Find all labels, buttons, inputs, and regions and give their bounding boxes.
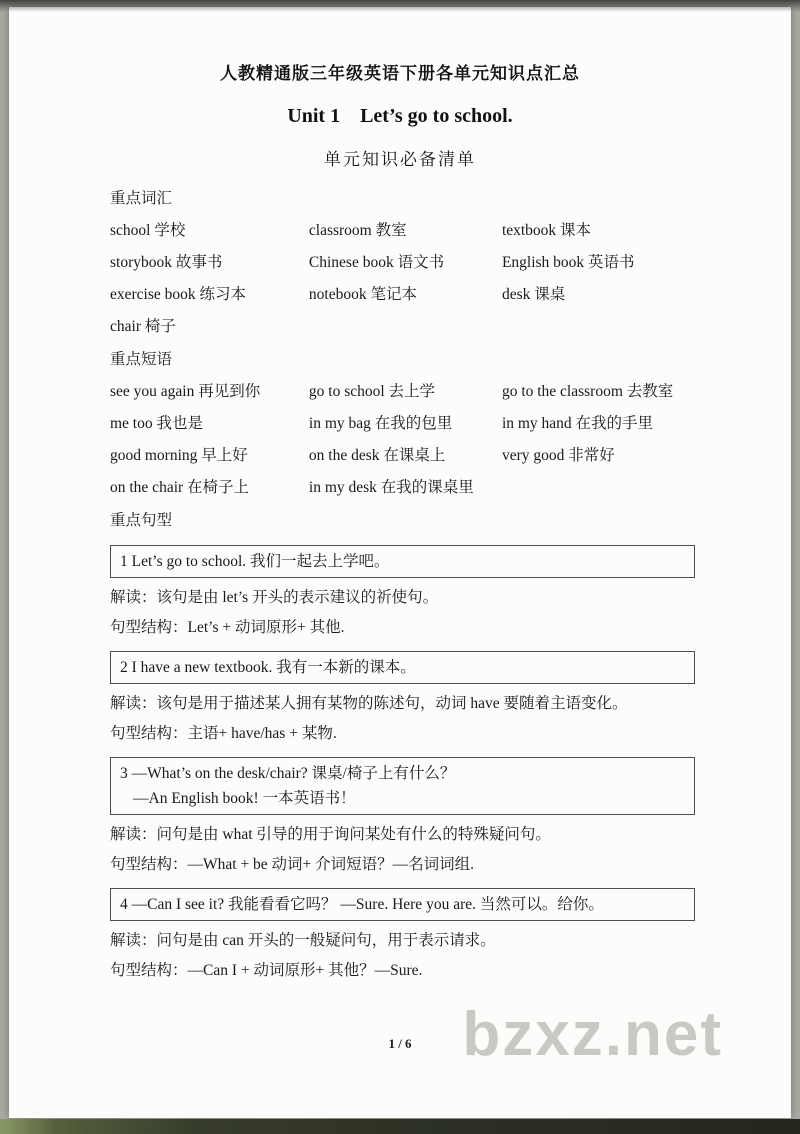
vocab-entry: textbook 课本 xyxy=(501,222,592,239)
phrase-entry: in my desk 在我的课桌里 xyxy=(308,479,474,496)
pattern-item xyxy=(110,651,695,749)
phrase-entry: go to the classroom 去教室 xyxy=(501,383,674,400)
pattern-structure: 句型结构：—Can I + 动词原形+ 其他？—Sure. xyxy=(110,962,423,979)
vocab-entry: storybook 故事书 xyxy=(110,254,223,271)
phrase-entry: see you again 再见到你 xyxy=(110,383,261,400)
sentence-line: 3 —What’s on the desk/chair? 课桌/椅子上有什么？ xyxy=(120,765,456,782)
vocab-entry: English book 英语书 xyxy=(501,254,635,271)
phrases-table xyxy=(110,376,695,504)
vocab-entry: notebook 笔记本 xyxy=(308,286,417,303)
vocab-section-heading: 重点词汇 xyxy=(110,190,173,207)
pattern-item xyxy=(110,888,695,986)
sentence-box xyxy=(110,888,695,921)
pattern-explanation: 解读：问句是由 can 开头的一般疑问句，用于表示请求。 xyxy=(110,932,496,949)
sentence-line: 1 Let’s go to school. 我们一起去上学吧。 xyxy=(120,553,390,570)
vocab-entry: school 学校 xyxy=(110,222,186,239)
desk-edge xyxy=(0,1119,800,1134)
sentence-box xyxy=(110,545,695,578)
pattern-structure: 句型结构：Let’s + 动词原形+ 其他. xyxy=(110,619,345,636)
phrase-entry: in my hand 在我的手里 xyxy=(501,415,654,432)
document-page xyxy=(9,7,791,1118)
document-content xyxy=(110,182,695,986)
unit-subtitle: 单元知识必备清单 xyxy=(324,150,476,169)
phrase-entry: in my bag 在我的包里 xyxy=(308,415,453,432)
pattern-item xyxy=(110,545,695,643)
pattern-item xyxy=(110,757,695,880)
sentence-line: —An English book! 一本英语书！ xyxy=(133,790,356,807)
patterns-section-heading: 重点句型 xyxy=(110,512,173,529)
page-number: 1 / 6 xyxy=(388,1036,412,1051)
phrase-entry: very good 非常好 xyxy=(501,447,615,464)
phrases-section-heading: 重点短语 xyxy=(110,351,173,368)
watermark: bzxz.net xyxy=(462,1000,723,1069)
pattern-structure: 句型结构：主语+ have/has + 某物. xyxy=(110,725,337,742)
pattern-explanation: 解读：该句是用于描述某人拥有某物的陈述句，动词 have 要随着主语变化。 xyxy=(110,695,628,712)
sentence-line: 2 I have a new textbook. 我有一本新的课本。 xyxy=(120,659,416,676)
sentence-line: 4 —Can I see it? 我能看看它吗？ —Sure. Here you are. 当然可以。给你。 xyxy=(120,896,604,913)
phrase-entry: go to school 去上学 xyxy=(308,383,436,400)
phrase-entry: on the chair 在椅子上 xyxy=(110,479,250,496)
pattern-explanation: 解读：该句是由 let’s 开头的表示建议的祈使句。 xyxy=(110,589,439,606)
vocab-entry: chair 椅子 xyxy=(110,318,176,335)
vocab-table xyxy=(110,215,695,343)
vocab-entry: classroom 教室 xyxy=(308,222,407,239)
document-title: 人教精通版三年级英语下册各单元知识点汇总 xyxy=(220,64,580,83)
vocab-entry: exercise book 练习本 xyxy=(110,286,247,303)
vocab-entry: desk 课桌 xyxy=(501,286,566,303)
phrase-entry: good morning 早上好 xyxy=(110,447,248,464)
phrase-entry: me too 我也是 xyxy=(110,415,203,432)
sentence-box xyxy=(110,757,695,815)
vocab-entry: Chinese book 语文书 xyxy=(308,254,445,271)
pattern-structure: 句型结构：—What + be 动词+ 介词短语？—名词词组. xyxy=(110,856,475,873)
pattern-explanation: 解读：问句是由 what 引导的用于询问某处有什么的特殊疑问句。 xyxy=(110,826,551,843)
phrase-entry: on the desk 在课桌上 xyxy=(308,447,446,464)
unit-title: Unit 1 Let’s go to school. xyxy=(287,105,513,127)
sentence-box xyxy=(110,651,695,684)
